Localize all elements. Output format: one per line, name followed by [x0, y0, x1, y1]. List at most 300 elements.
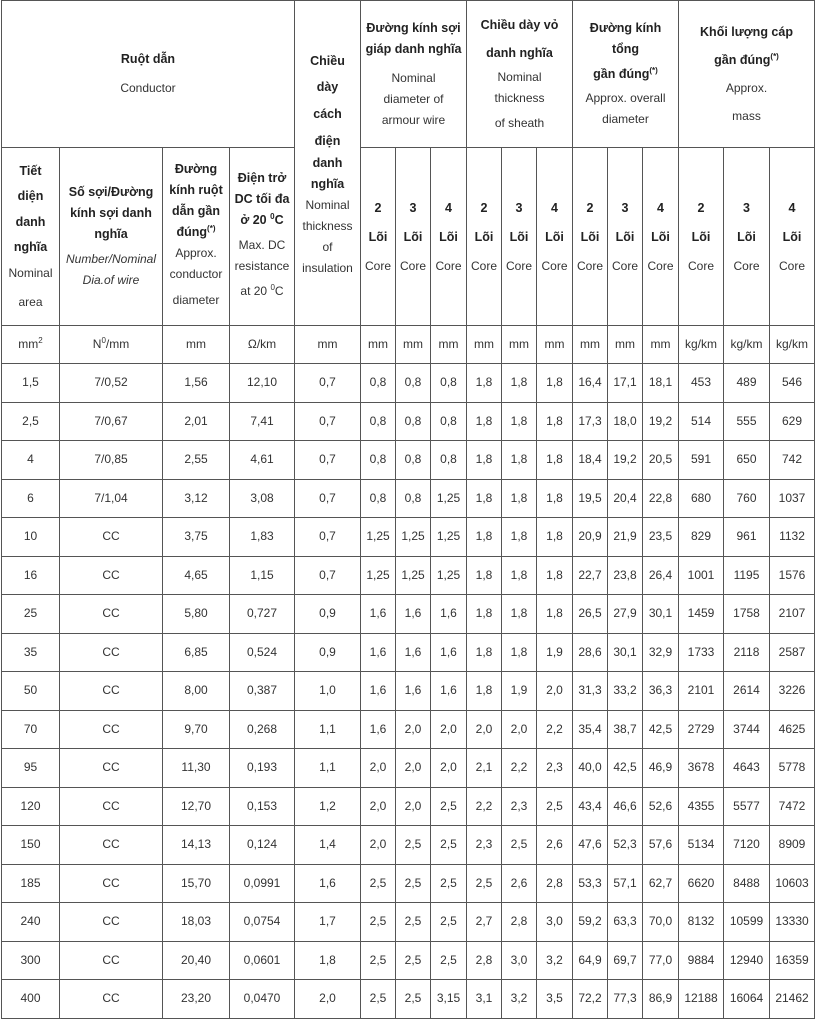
table-cell: 0,8 — [361, 364, 396, 403]
table-row — [2, 556, 815, 595]
table-cell: 2,5 — [431, 864, 467, 903]
table-cell: 16 — [2, 556, 60, 595]
table-cell: 5,80 — [163, 595, 230, 634]
table-cell: 2118 — [724, 633, 770, 672]
table-cell: 2,6 — [502, 864, 537, 903]
table-cell: 23,5 — [643, 518, 679, 557]
sheath-header: Chiều dày vỏ danh nghĩa Nominal thickness of sheath — [467, 1, 573, 148]
table-cell: 18,1 — [643, 364, 679, 403]
table-cell: 1,1 — [295, 710, 361, 749]
table-cell: CC — [60, 672, 163, 711]
table-row — [2, 903, 815, 942]
table-cell: 760 — [724, 479, 770, 518]
table-row — [2, 787, 815, 826]
table-cell: 1,25 — [396, 518, 431, 557]
table-cell: 185 — [2, 864, 60, 903]
table-cell: 1,25 — [431, 518, 467, 557]
table-cell: 42,5 — [643, 710, 679, 749]
table-cell: 46,9 — [643, 749, 679, 788]
table-cell: 1,0 — [295, 672, 361, 711]
table-cell: 2,8 — [537, 864, 573, 903]
table-cell: 1459 — [679, 595, 724, 634]
table-cell: 2,0 — [396, 749, 431, 788]
table-cell: 57,6 — [643, 826, 679, 865]
armour-header: Đường kính sợi giáp danh nghĩa Nominal diameter of armour wire — [361, 1, 467, 148]
table-cell: 0,124 — [230, 826, 295, 865]
table-cell: 0,193 — [230, 749, 295, 788]
table-cell: 2,2 — [467, 787, 502, 826]
sheath-3-core: 3 Lõi Core — [502, 148, 537, 326]
table-cell: 14,13 — [163, 826, 230, 865]
table-cell: 6,85 — [163, 633, 230, 672]
table-cell: 5778 — [770, 749, 815, 788]
table-cell: 1576 — [770, 556, 815, 595]
table-cell: 2,0 — [361, 787, 396, 826]
table-cell: 1,4 — [295, 826, 361, 865]
table-cell: 2729 — [679, 710, 724, 749]
unit-wires: $N^0/mm$ — [60, 326, 163, 364]
table-cell: 23,20 — [163, 980, 230, 1019]
table-cell: 0,8 — [361, 402, 396, 441]
table-cell: 1,25 — [361, 556, 396, 595]
table-cell: 1,9 — [502, 672, 537, 711]
table-cell: 2,5 — [431, 787, 467, 826]
table-cell: 2,0 — [502, 710, 537, 749]
table-cell: 0,8 — [431, 364, 467, 403]
table-cell: 1,25 — [361, 518, 396, 557]
table-cell: 1,1 — [295, 749, 361, 788]
table-cell: 63,3 — [608, 903, 643, 942]
table-cell: 20,5 — [643, 441, 679, 480]
table-cell: 1,8 — [537, 364, 573, 403]
area-header: Tiết diện danh nghĩa Nominal area — [2, 148, 60, 326]
table-cell: 46,6 — [608, 787, 643, 826]
table-cell: 22,8 — [643, 479, 679, 518]
table-cell: 2,5 — [396, 903, 431, 942]
table-cell: 1,83 — [230, 518, 295, 557]
table-cell: 30,1 — [608, 633, 643, 672]
table-row — [2, 441, 815, 480]
table-cell: 50 — [2, 672, 60, 711]
unit-mm: mm — [537, 326, 573, 364]
table-cell: 2614 — [724, 672, 770, 711]
table-cell: 62,7 — [643, 864, 679, 903]
table-cell: 17,3 — [573, 402, 608, 441]
table-cell: 0,0991 — [230, 864, 295, 903]
table-cell: 0,524 — [230, 633, 295, 672]
table-cell: 453 — [679, 364, 724, 403]
table-cell: 0,8 — [396, 402, 431, 441]
table-cell: 8488 — [724, 864, 770, 903]
table-cell: 43,4 — [573, 787, 608, 826]
table-cell: 3,15 — [431, 980, 467, 1019]
table-cell: 33,2 — [608, 672, 643, 711]
table-cell: 4 — [2, 441, 60, 480]
table-cell: 2101 — [679, 672, 724, 711]
table-cell: 1,6 — [431, 633, 467, 672]
table-cell: 3,2 — [502, 980, 537, 1019]
table-cell: 42,5 — [608, 749, 643, 788]
overall-4-core: 4 Lõi Core — [643, 148, 679, 326]
table-cell: 47,6 — [573, 826, 608, 865]
units-row — [2, 326, 815, 364]
table-cell: 4,65 — [163, 556, 230, 595]
table-row — [2, 710, 815, 749]
table-cell: 1,5 — [2, 364, 60, 403]
table-row — [2, 672, 815, 711]
table-cell: 0,9 — [295, 595, 361, 634]
mass-3-core: 3 Lõi Core — [724, 148, 770, 326]
unit-mm: mm — [608, 326, 643, 364]
table-cell: 0,8 — [396, 364, 431, 403]
table-cell: 0,0601 — [230, 941, 295, 980]
table-row — [2, 633, 815, 672]
wires-header: Số sợi/Đường kính sợi danh nghĩa Number/Nominal Dia.of wire — [60, 148, 163, 326]
table-cell: 7/0,52 — [60, 364, 163, 403]
table-cell: 1,6 — [361, 633, 396, 672]
table-cell: 20,40 — [163, 941, 230, 980]
overall-diameter-header: Đường kính tổng gần đúng(*) Approx. overall diameter — [573, 1, 679, 148]
table-cell: 0,153 — [230, 787, 295, 826]
table-cell: 12,10 — [230, 364, 295, 403]
table-cell: 2,7 — [467, 903, 502, 942]
table-cell: 27,9 — [608, 595, 643, 634]
table-cell: 70,0 — [643, 903, 679, 942]
table-cell: CC — [60, 826, 163, 865]
table-cell: CC — [60, 595, 163, 634]
table-cell: 19,2 — [643, 402, 679, 441]
table-cell: 1,8 — [537, 402, 573, 441]
table-cell: 1,6 — [396, 672, 431, 711]
table-cell: 680 — [679, 479, 724, 518]
table-cell: 2,5 — [396, 941, 431, 980]
table-cell: 1,8 — [467, 518, 502, 557]
table-cell: CC — [60, 710, 163, 749]
table-cell: 1,6 — [295, 864, 361, 903]
table-cell: 12188 — [679, 980, 724, 1019]
table-cell: 3,12 — [163, 479, 230, 518]
table-row — [2, 826, 815, 865]
table-cell: 1,2 — [295, 787, 361, 826]
table-cell: 9884 — [679, 941, 724, 980]
table-cell: 2,8 — [467, 941, 502, 980]
table-cell: 2,5 — [2, 402, 60, 441]
table-cell: 1,8 — [467, 556, 502, 595]
table-cell: 2,5 — [361, 864, 396, 903]
table-cell: 19,2 — [608, 441, 643, 480]
table-cell: 2,0 — [467, 710, 502, 749]
table-cell: 3226 — [770, 672, 815, 711]
table-cell: 1,8 — [467, 672, 502, 711]
table-cell: 1001 — [679, 556, 724, 595]
table-cell: 4355 — [679, 787, 724, 826]
table-cell: 21,9 — [608, 518, 643, 557]
table-row — [2, 749, 815, 788]
table-cell: 1,8 — [502, 364, 537, 403]
table-cell: 4643 — [724, 749, 770, 788]
table-cell: 2,0 — [431, 749, 467, 788]
table-cell: 2,5 — [467, 864, 502, 903]
table-cell: 1,8 — [502, 633, 537, 672]
table-cell: 40,0 — [573, 749, 608, 788]
table-cell: 7472 — [770, 787, 815, 826]
armour-4-core: 4 Lõi Core — [431, 148, 467, 326]
cable-spec-table — [1, 0, 815, 1019]
table-cell: 1,8 — [502, 441, 537, 480]
table-cell: 2,0 — [396, 710, 431, 749]
unit-kg: kg/km — [770, 326, 815, 364]
table-cell: 15,70 — [163, 864, 230, 903]
table-cell: 2,55 — [163, 441, 230, 480]
table-cell: 0,8 — [431, 402, 467, 441]
table-cell: 7,41 — [230, 402, 295, 441]
table-cell: 1,9 — [537, 633, 573, 672]
table-cell: 69,7 — [608, 941, 643, 980]
table-cell: 1,6 — [361, 710, 396, 749]
table-cell: 10 — [2, 518, 60, 557]
table-cell: 0,8 — [396, 479, 431, 518]
table-cell: 8,00 — [163, 672, 230, 711]
table-cell: 20,4 — [608, 479, 643, 518]
table-cell: 2,5 — [431, 826, 467, 865]
table-cell: 2,5 — [431, 941, 467, 980]
table-cell: 2,0 — [295, 980, 361, 1019]
table-cell: 591 — [679, 441, 724, 480]
table-cell: CC — [60, 518, 163, 557]
table-cell: 1758 — [724, 595, 770, 634]
table-cell: 86,9 — [643, 980, 679, 1019]
table-cell: CC — [60, 903, 163, 942]
table-cell: 26,4 — [643, 556, 679, 595]
table-cell: 400 — [2, 980, 60, 1019]
table-cell: 1,6 — [396, 595, 431, 634]
table-cell: 240 — [2, 903, 60, 942]
table-cell: 0,7 — [295, 364, 361, 403]
table-cell: 77,3 — [608, 980, 643, 1019]
table-row — [2, 864, 815, 903]
unit-mm: mm — [163, 326, 230, 364]
table-cell: 2587 — [770, 633, 815, 672]
table-cell: 1,8 — [467, 479, 502, 518]
table-cell: 2,0 — [361, 749, 396, 788]
table-cell: 18,03 — [163, 903, 230, 942]
table-cell: 2,5 — [431, 903, 467, 942]
table-cell: 22,7 — [573, 556, 608, 595]
table-cell: 21462 — [770, 980, 815, 1019]
table-row — [2, 980, 815, 1019]
conductor-diameter-header: Đường kính ruột dẫn gần đúng(*) Approx. conductor diameter — [163, 148, 230, 326]
unit-kg: kg/km — [679, 326, 724, 364]
table-cell: 52,6 — [643, 787, 679, 826]
table-cell: 514 — [679, 402, 724, 441]
unit-mm: mm — [361, 326, 396, 364]
table-cell: 2107 — [770, 595, 815, 634]
table-cell: 2,5 — [537, 787, 573, 826]
unit-mm: mm — [431, 326, 467, 364]
table-cell: 2,5 — [502, 826, 537, 865]
table-cell: 18,0 — [608, 402, 643, 441]
table-cell: 57,1 — [608, 864, 643, 903]
table-cell: 1,8 — [467, 595, 502, 634]
table-cell: 1733 — [679, 633, 724, 672]
table-cell: 10599 — [724, 903, 770, 942]
table-cell: 1,8 — [502, 556, 537, 595]
table-cell: 16359 — [770, 941, 815, 980]
table-cell: 3,0 — [502, 941, 537, 980]
table-cell: 20,9 — [573, 518, 608, 557]
table-cell: 1,8 — [502, 402, 537, 441]
table-cell: 2,5 — [396, 864, 431, 903]
table-cell: 0,727 — [230, 595, 295, 634]
table-cell: 3,75 — [163, 518, 230, 557]
table-cell: 95 — [2, 749, 60, 788]
table-cell: 7/1,04 — [60, 479, 163, 518]
table-cell: 35 — [2, 633, 60, 672]
table-cell: CC — [60, 787, 163, 826]
table-cell: 0,7 — [295, 479, 361, 518]
unit-ohm: Ω/km — [230, 326, 295, 364]
table-row — [2, 595, 815, 634]
table-cell: 10603 — [770, 864, 815, 903]
table-row — [2, 479, 815, 518]
table-cell: 0,8 — [396, 441, 431, 480]
table-cell: 23,8 — [608, 556, 643, 595]
table-cell: 1,8 — [295, 941, 361, 980]
table-cell: 3,1 — [467, 980, 502, 1019]
table-cell: 1,8 — [467, 402, 502, 441]
table-cell: 4625 — [770, 710, 815, 749]
table-cell: 1,6 — [361, 672, 396, 711]
table-cell: 5577 — [724, 787, 770, 826]
table-cell: 489 — [724, 364, 770, 403]
table-cell: 0,8 — [361, 441, 396, 480]
table-cell: 64,9 — [573, 941, 608, 980]
table-cell: 12940 — [724, 941, 770, 980]
table-cell: 2,8 — [502, 903, 537, 942]
table-cell: 0,0754 — [230, 903, 295, 942]
table-cell: 120 — [2, 787, 60, 826]
table-cell: 0,7 — [295, 556, 361, 595]
table-cell: 8132 — [679, 903, 724, 942]
table-cell: CC — [60, 864, 163, 903]
table-cell: 2,0 — [396, 787, 431, 826]
table-cell: 300 — [2, 941, 60, 980]
unit-mm: mm — [573, 326, 608, 364]
table-cell: 38,7 — [608, 710, 643, 749]
table-cell: 72,2 — [573, 980, 608, 1019]
table-cell: 53,3 — [573, 864, 608, 903]
table-cell: 7120 — [724, 826, 770, 865]
mass-header: Khối lượng cáp gần đúng(*) Approx. mass — [679, 1, 815, 148]
unit-mm: mm — [467, 326, 502, 364]
table-cell: 2,2 — [502, 749, 537, 788]
table-cell: 1,15 — [230, 556, 295, 595]
sheath-2-core: 2 Lõi Core — [467, 148, 502, 326]
table-cell: 25 — [2, 595, 60, 634]
table-cell: 32,9 — [643, 633, 679, 672]
table-cell: 2,5 — [361, 903, 396, 942]
table-cell: 1,56 — [163, 364, 230, 403]
table-cell: 1,8 — [467, 633, 502, 672]
table-cell: CC — [60, 749, 163, 788]
table-cell: 1037 — [770, 479, 815, 518]
table-cell: 150 — [2, 826, 60, 865]
table-cell: 650 — [724, 441, 770, 480]
table-cell: 9,70 — [163, 710, 230, 749]
table-cell: 6620 — [679, 864, 724, 903]
table-cell: 629 — [770, 402, 815, 441]
table-cell: 1,6 — [431, 672, 467, 711]
table-cell: 30,1 — [643, 595, 679, 634]
table-cell: 2,5 — [396, 980, 431, 1019]
unit-kg: kg/km — [724, 326, 770, 364]
table-cell: 2,6 — [537, 826, 573, 865]
table-cell: 1,6 — [431, 595, 467, 634]
table-cell: CC — [60, 941, 163, 980]
table-cell: 1,8 — [502, 595, 537, 634]
table-cell: CC — [60, 633, 163, 672]
table-row — [2, 518, 815, 557]
unit-mm: mm — [295, 326, 361, 364]
table-cell: 13330 — [770, 903, 815, 942]
table-cell: 0,7 — [295, 518, 361, 557]
table-cell: 1,8 — [467, 441, 502, 480]
table-cell: 26,5 — [573, 595, 608, 634]
table-cell: 3,5 — [537, 980, 573, 1019]
table-cell: 77,0 — [643, 941, 679, 980]
table-cell: 0,268 — [230, 710, 295, 749]
table-cell: 2,5 — [361, 941, 396, 980]
table-cell: 0,8 — [361, 479, 396, 518]
table-cell: 2,3 — [537, 749, 573, 788]
table-cell: 5134 — [679, 826, 724, 865]
table-cell: 0,9 — [295, 633, 361, 672]
table-cell: 2,2 — [537, 710, 573, 749]
table-cell: 7/0,67 — [60, 402, 163, 441]
table-cell: 3678 — [679, 749, 724, 788]
table-cell: 6 — [2, 479, 60, 518]
table-cell: CC — [60, 556, 163, 595]
table-cell: 829 — [679, 518, 724, 557]
table-cell: 31,3 — [573, 672, 608, 711]
table-cell: 555 — [724, 402, 770, 441]
table-cell: 1,8 — [502, 518, 537, 557]
table-cell: 2,0 — [537, 672, 573, 711]
table-cell: 18,4 — [573, 441, 608, 480]
insulation-header: Chiều dày cách điện danh nghĩa Nominal thickness of insulation — [295, 1, 361, 326]
resistance-header: Điện trở DC tối đa ở 20 $^0$C Max. DC resistance at 20 $^0$C — [230, 148, 295, 326]
table-cell: 8909 — [770, 826, 815, 865]
table-cell: 2,1 — [467, 749, 502, 788]
table-cell: 0,7 — [295, 402, 361, 441]
table-cell: 16064 — [724, 980, 770, 1019]
table-cell: 4,61 — [230, 441, 295, 480]
table-cell: 59,2 — [573, 903, 608, 942]
table-cell: 7/0,85 — [60, 441, 163, 480]
table-cell: 19,5 — [573, 479, 608, 518]
table-cell: 36,3 — [643, 672, 679, 711]
table-cell: 1,6 — [361, 595, 396, 634]
overall-2-core: 2 Lõi Core — [573, 148, 608, 326]
table-cell: 1,8 — [502, 479, 537, 518]
table-cell: 3,0 — [537, 903, 573, 942]
table-cell: 1,8 — [537, 479, 573, 518]
table-cell: 961 — [724, 518, 770, 557]
table-cell: CC — [60, 980, 163, 1019]
table-cell: 1,8 — [537, 595, 573, 634]
conductor-header: Ruột dẫn Conductor — [2, 1, 295, 148]
table-cell: 0,0470 — [230, 980, 295, 1019]
